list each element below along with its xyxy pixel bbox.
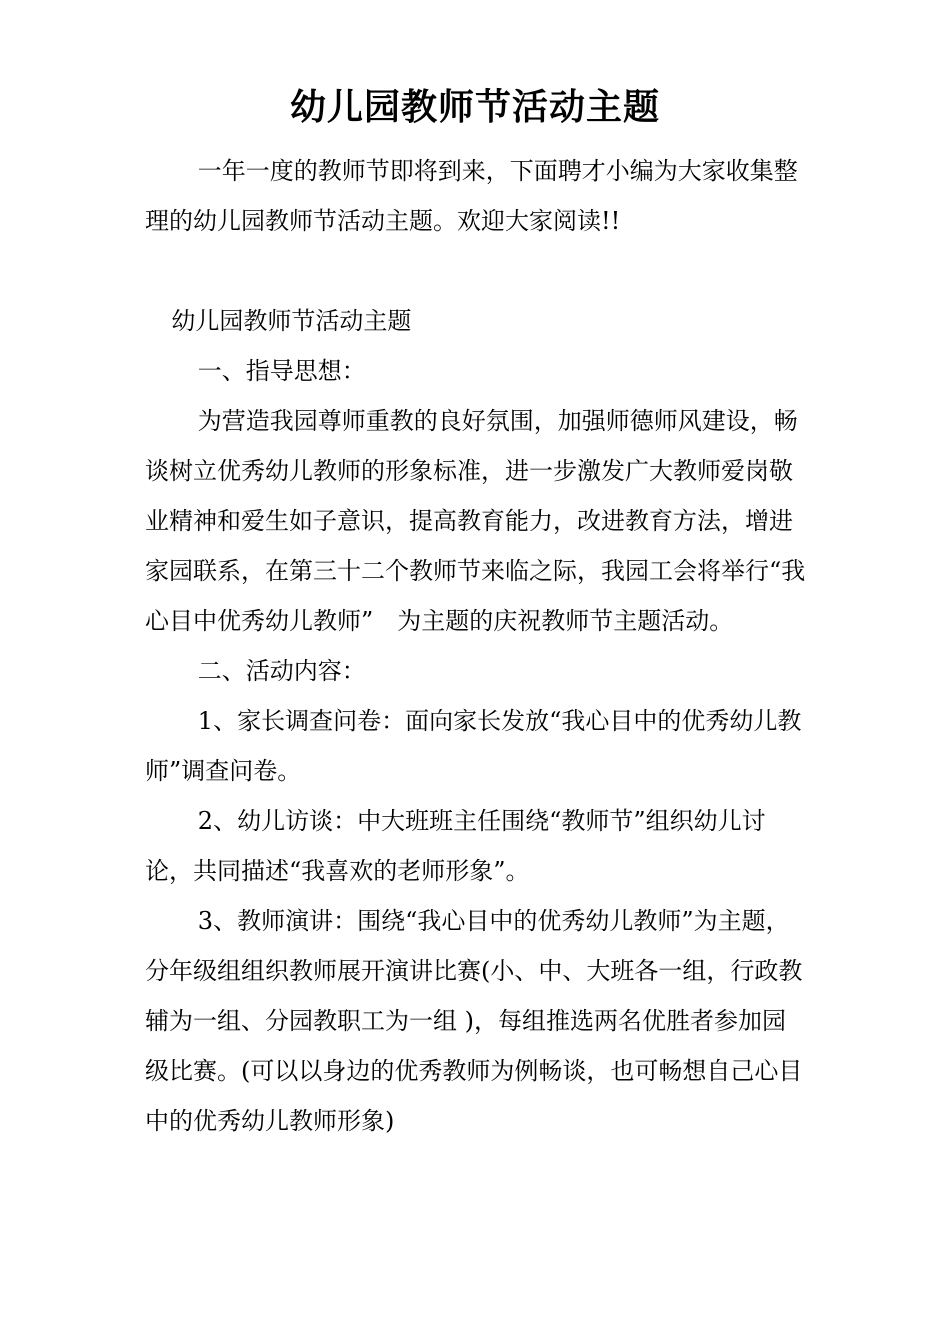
section-heading: 幼儿园教师节活动主题 xyxy=(171,307,412,335)
activity-item-3: 3、教师演讲：围绕“我心目中的优秀幼儿教师”为主题，分年级组组织教师展开演讲比赛(小、中、大班各一组，行政教辅为一组、分园教职工为一组 )，每组推选两名优胜者参加园级比赛。(可以以身边的优秀教师为例畅谈，也可畅想自己心目中的优秀幼儿教师形象) xyxy=(145,907,803,1135)
intro-paragraph: 一年一度的教师节即将到来，下面聘才小编为大家收集整理的幼儿园教师节活动主题。欢迎大家阅读!! xyxy=(145,157,798,235)
heading-activity-content: 二、活动内容： xyxy=(197,657,366,685)
guiding-ideology-paragraph: 为营造我园尊师重教的良好氛围，加强师德师风建设，畅谈树立优秀幼儿教师的形象标准，进一步激发广大教师爱岗敬业精神和爱生如子意识，提高教育能力，改进教育方法，增进家园联系，在第三十二个教师节来临之际，我园工会将举行“我心目中优秀幼儿教师” 为主题的庆祝教师节主题活动。 xyxy=(145,407,806,635)
heading-guiding-ideology: 一、指导思想： xyxy=(197,357,366,385)
activity-item-1: 1、家长调查问卷：面向家长发放“我心目中的优秀幼儿教师”调查问卷。 xyxy=(145,707,802,785)
page-title: 幼儿园教师节活动主题 xyxy=(289,86,660,128)
blank-line xyxy=(145,246,807,296)
activity-item-2: 2、幼儿访谈：中大班班主任围绕“教师节”组织幼儿讨论，共同描述“我喜欢的老师形象”。 xyxy=(145,807,766,885)
document-body xyxy=(145,146,807,1146)
